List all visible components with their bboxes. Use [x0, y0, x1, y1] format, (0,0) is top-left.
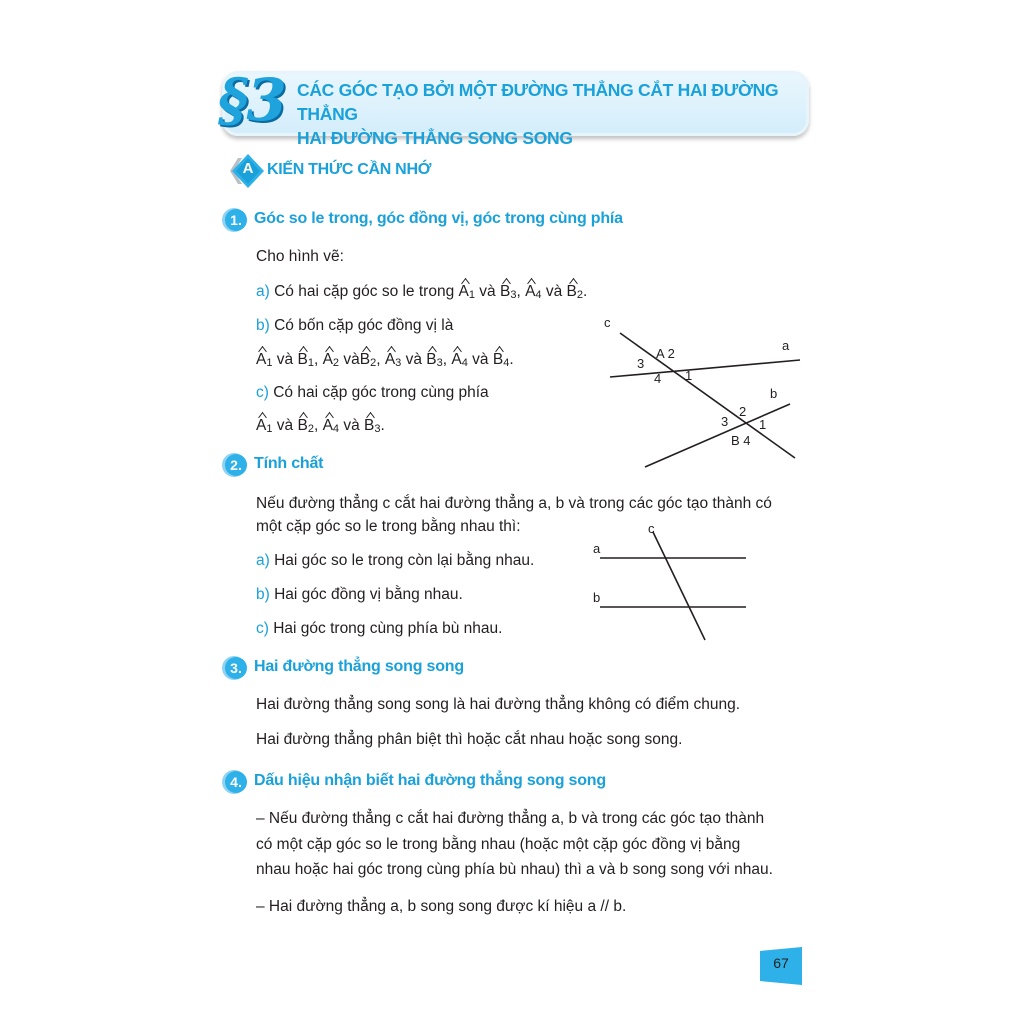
fig1-label-B4: B 4	[731, 433, 751, 448]
fig1-label-c: c	[604, 315, 611, 330]
subsection-3-title: Hai đường thẳng song song	[254, 658, 464, 675]
section-title-line1: CÁC GÓC TẠO BỞI MỘT ĐƯỜNG THẲNG CẮT HAI ĐƯỜNG THẲNG	[297, 80, 779, 124]
s2-item-c: c) Hai góc trong cùng phía bù nhau.	[256, 620, 503, 637]
fig1-label-4a: 4	[654, 371, 662, 386]
s4-p1-line3: nhau hoặc hai góc trong cùng phía bù nhau) thì a và b song song với nhau.	[256, 861, 773, 878]
s1-item-b-pairs: A1 và B1, A2 vàB2, A3 và B3, A4 và B4.	[256, 349, 514, 372]
s4-p2: – Hai đường thẳng a, b song song được kí hiệu a // b.	[256, 898, 627, 915]
section-title	[297, 78, 807, 150]
fig2-label-a: a	[593, 541, 601, 556]
fig2-line-c	[653, 532, 705, 640]
fig1-label-1a: 1	[685, 368, 693, 383]
s1-item-b: b) Có bốn cặp góc đồng vị là	[256, 317, 454, 334]
fig1-label-3a: 3	[637, 356, 645, 371]
fig1-label-A2: A 2	[656, 346, 675, 361]
s1-item-c-pairs: A1 và B2, A4 và B3.	[256, 415, 385, 438]
s2-item-a: a) Hai góc so le trong còn lại bằng nhau.	[256, 552, 535, 569]
part-a-label: KIẾN THỨC CẦN NHỚ	[267, 161, 432, 178]
line-b	[645, 404, 790, 467]
subsection-1-badge: 1.	[222, 208, 246, 232]
subsection-4-badge: 4.	[222, 770, 246, 794]
fig2-label-c: c	[648, 521, 655, 536]
fig1-label-b: b	[770, 386, 778, 401]
s1-item-a: a) Có hai cặp góc so le trong A1 và B3, A4 và B2.	[256, 281, 587, 304]
fig1-label-a: a	[782, 338, 790, 353]
subsection-4-title: Dấu hiệu nhận biết hai đường thẳng song song	[254, 772, 606, 789]
s3-line2: Hai đường thẳng phân biệt thì hoặc cắt nhau hoặc song song.	[256, 731, 683, 748]
subsection-1-title: Góc so le trong, góc đồng vị, góc trong cùng phía	[254, 210, 623, 227]
figure-parallel-lines	[590, 520, 760, 645]
s3-line1: Hai đường thẳng song song là hai đường thẳng không có điểm chung.	[256, 696, 741, 713]
fig1-label-2b: 2	[739, 404, 747, 419]
s1-intro: Cho hình vẽ:	[256, 248, 344, 265]
part-a-letter: A	[242, 160, 254, 177]
s4-p1-line2: có một cặp góc so le trong bằng nhau (hoặc một cặp góc đồng vị bằng	[256, 836, 741, 853]
s2-line2: một cặp góc so le trong bằng nhau thì:	[256, 518, 521, 535]
subsection-3-badge: 3.	[222, 656, 246, 680]
subsection-2-title: Tính chất	[254, 455, 324, 472]
section-title-line2: HAI ĐƯỜNG THẲNG SONG SONG	[297, 128, 573, 148]
s1-item-c: c) Có hai cặp góc trong cùng phía	[256, 384, 489, 401]
fig1-label-1b: 1	[759, 417, 767, 432]
s2-line1: Nếu đường thẳng c cắt hai đường thẳng a, b và trong các góc tạo thành có	[256, 495, 772, 512]
fig2-label-b: b	[593, 590, 601, 605]
s4-p1-line1: – Nếu đường thẳng c cắt hai đường thẳng a, b và trong các góc tạo thành	[256, 810, 765, 827]
fig1-label-3b: 3	[721, 414, 729, 429]
section-number: §3	[218, 66, 285, 134]
page-number: 67	[773, 955, 789, 971]
s2-item-b: b) Hai góc đồng vị bằng nhau.	[256, 586, 463, 603]
subsection-2-badge: 2.	[222, 453, 246, 477]
